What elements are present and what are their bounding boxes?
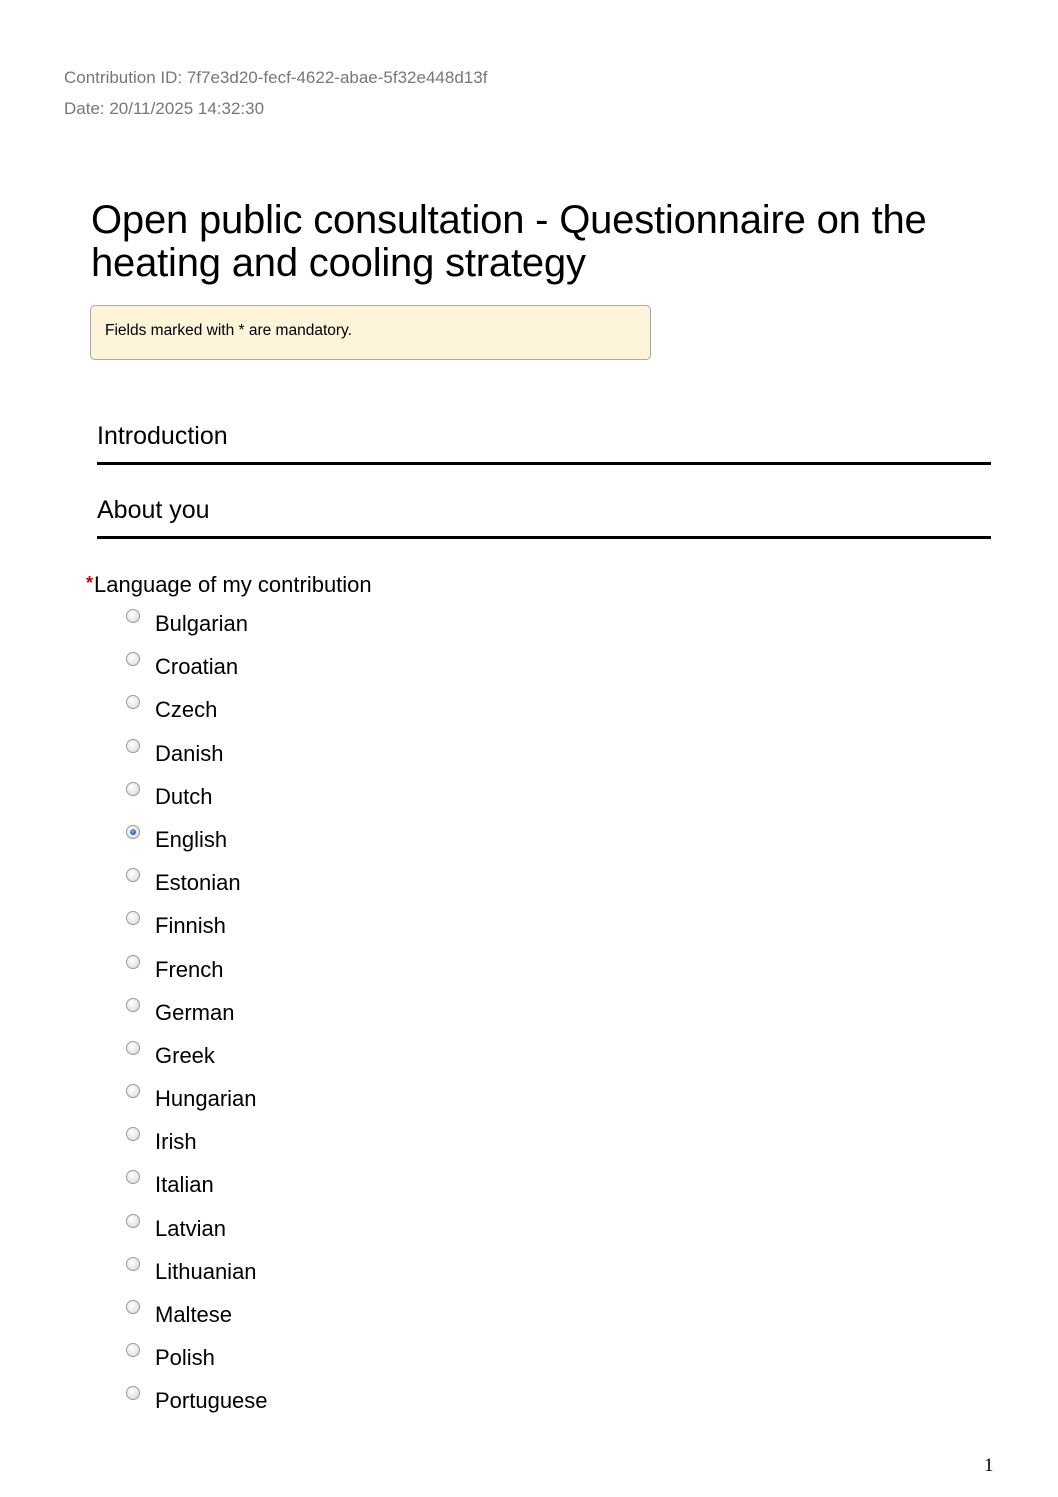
radio-button[interactable]: [126, 911, 140, 925]
option-label[interactable]: Danish: [155, 740, 224, 766]
page-title: Open public consultation - Questionnaire on the heating and cooling strategy: [91, 198, 927, 285]
option-label[interactable]: Greek: [155, 1042, 215, 1068]
radio-button[interactable]: [126, 1127, 140, 1141]
radio-button[interactable]: [126, 782, 140, 796]
radio-button[interactable]: [126, 1041, 140, 1055]
contribution-id: Contribution ID: 7f7e3d20-fecf-4622-abae-5f32e448d13f: [64, 68, 488, 87]
option-label[interactable]: Finnish: [155, 913, 226, 939]
radio-button[interactable]: [126, 998, 140, 1012]
radio-button[interactable]: [126, 695, 140, 709]
radio-button[interactable]: [126, 1300, 140, 1314]
page-number: 1: [984, 1455, 994, 1476]
option-label[interactable]: German: [155, 999, 235, 1025]
option-label[interactable]: French: [155, 956, 224, 982]
radio-button-selected[interactable]: [126, 825, 140, 839]
radio-button[interactable]: [126, 652, 140, 666]
option-label[interactable]: Portuguese: [155, 1388, 268, 1414]
radio-button[interactable]: [126, 1343, 140, 1357]
required-marker: *: [86, 573, 94, 593]
option-label[interactable]: English: [155, 826, 228, 852]
option-label[interactable]: Czech: [155, 697, 218, 723]
radio-button[interactable]: [126, 1214, 140, 1228]
radio-button[interactable]: [126, 739, 140, 753]
option-label[interactable]: Hungarian: [155, 1086, 257, 1112]
section-heading-about-you: About you: [97, 496, 991, 539]
radio-button[interactable]: [126, 1257, 140, 1271]
option-label[interactable]: Lithuanian: [155, 1258, 257, 1284]
radio-button[interactable]: [126, 1084, 140, 1098]
radio-button[interactable]: [126, 1170, 140, 1184]
radio-button[interactable]: [126, 1386, 140, 1400]
option-label[interactable]: Croatian: [155, 654, 239, 680]
option-label[interactable]: Dutch: [155, 783, 213, 809]
question-language: [86, 570, 372, 598]
option-label[interactable]: Estonian: [155, 870, 241, 896]
option-label[interactable]: Maltese: [155, 1302, 233, 1327]
radio-button[interactable]: [126, 868, 140, 882]
mandatory-notice: Fields marked with * are mandatory.: [90, 305, 651, 360]
radio-button[interactable]: [126, 609, 140, 623]
radio-button[interactable]: [126, 955, 140, 969]
option-label[interactable]: Irish: [155, 1129, 197, 1155]
section-heading-introduction: Introduction: [97, 422, 991, 465]
option-label[interactable]: Polish: [155, 1345, 215, 1371]
option-label[interactable]: Latvian: [155, 1215, 226, 1241]
option-label[interactable]: Bulgarian: [155, 611, 248, 636]
question-label: Language of my contribution: [94, 572, 372, 597]
option-label[interactable]: Italian: [155, 1172, 214, 1198]
contribution-date: Date: 20/11/2025 14:32:30: [64, 99, 265, 118]
